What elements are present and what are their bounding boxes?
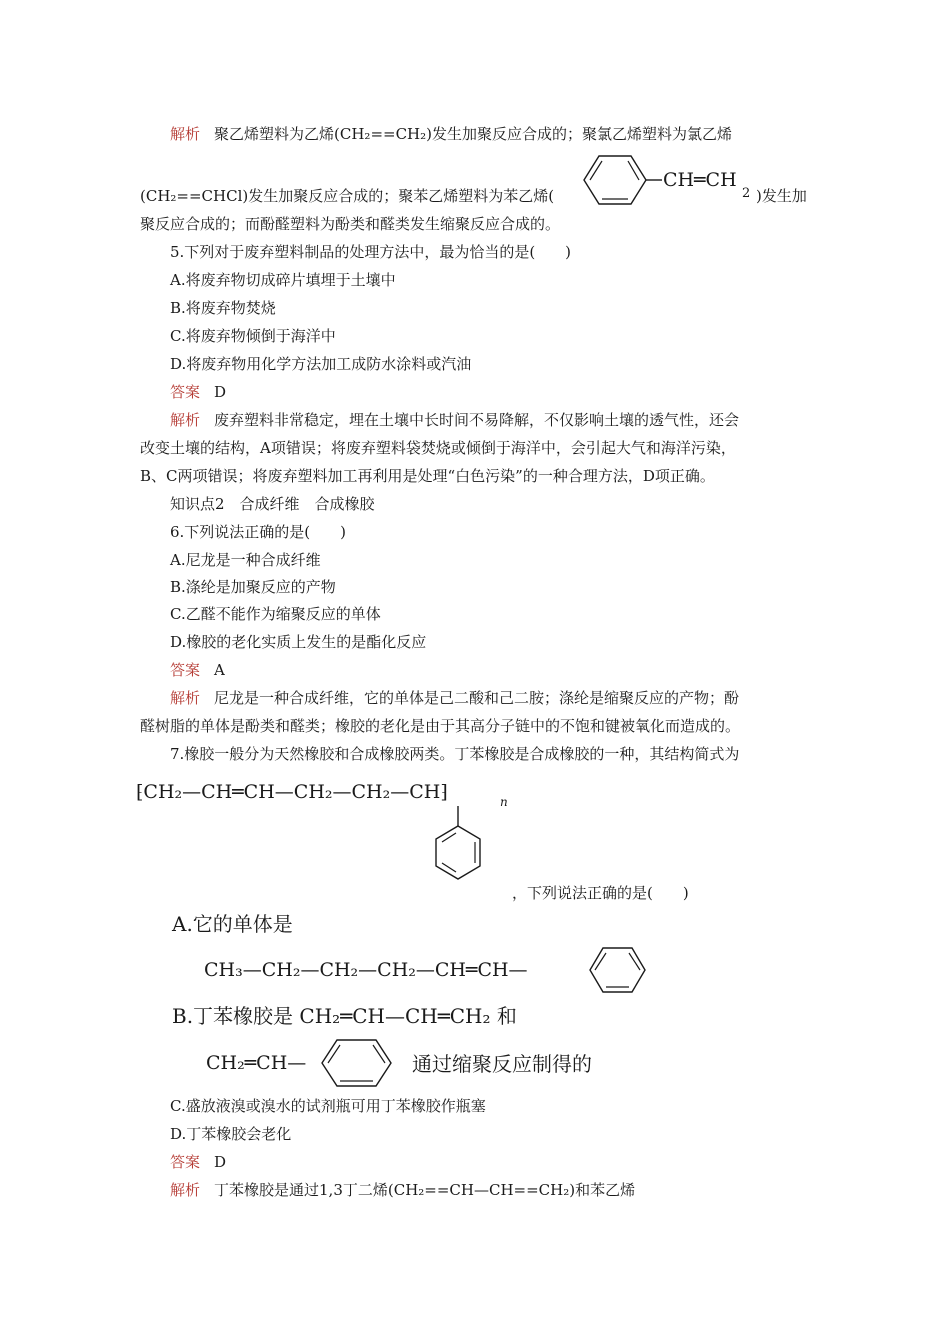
q5-option-d: D.将废弃物用化学方法加工成防水涂料或汽油 (170, 355, 472, 373)
benzene-ring-icon (436, 826, 480, 879)
q4-explanation-line-1 (170, 124, 732, 144)
answer-tag: 答案 (170, 661, 201, 679)
styrene-formula: CH═CH (663, 169, 737, 191)
q7-option-a-label: A.它的单体是 (172, 912, 293, 936)
benzene-ring-icon (590, 948, 645, 992)
q5-explanation-line-2: 改变土壤的结构，A项错误；将废弃塑料袋焚烧或倾倒于海洋中，会引起大气和海洋污染， (140, 439, 736, 457)
answer-tag: 答案 (170, 1153, 201, 1171)
styrene-subscript: 2 (742, 186, 751, 201)
q4-explanation-line-2a: (CH₂==CHCl)发生加聚反应合成的；聚苯乙烯塑料为苯乙烯( (140, 187, 555, 205)
q6-option-d: D.橡胶的老化实质上发生的是酯化反应 (170, 633, 427, 651)
q6-option-a: A.尼龙是一种合成纤维 (170, 551, 321, 569)
q7-answer-value: D (214, 1153, 227, 1171)
q7-option-b-label: B.丁苯橡胶是 CH₂═CH—CH═CH₂ 和 (172, 1004, 517, 1028)
q7-answer (170, 1152, 226, 1172)
explanation-tag: 解析 (170, 1181, 201, 1199)
q5-option-b: B.将废弃物焚烧 (170, 299, 276, 317)
q7-option-b-structure (206, 1037, 406, 1089)
q5-explanation-line-3: B、C两项错误；将废弃塑料加工再利用是处理“白色污染”的一种合理方法，D项正确。 (140, 467, 715, 485)
styrene-structure (576, 150, 756, 208)
q4-explanation-line-3: 聚反应合成的；而酚醛塑料为酚类和醛类发生缩聚反应合成的。 (140, 215, 561, 233)
q7-option-a-formula: CH₃—CH₂—CH₂—CH₂—CH═CH— (204, 959, 528, 981)
q6-explanation-line-1 (170, 688, 739, 708)
q7-explanation-text-1: 丁苯橡胶是通过1,3丁二烯(CH₂==CH—CH==CH₂)和苯乙烯 (214, 1181, 636, 1199)
q6-answer (170, 660, 225, 680)
q5-answer (170, 382, 226, 402)
q7-option-b-formula: CH₂═CH— (206, 1052, 307, 1074)
q5-explanation-text-1: 废弃塑料非常稳定，埋在土壤中长时间不易降解，不仅影响土壤的透气性，还会 (214, 411, 740, 429)
polymer-subscript-n: n (500, 795, 508, 809)
q4-explanation-text-1: 聚乙烯塑料为乙烯(CH₂==CH₂)发生加聚反应合成的；聚氯乙烯塑料为氯乙烯 (214, 125, 733, 143)
explanation-tag: 解析 (170, 125, 201, 143)
explanation-tag: 解析 (170, 411, 201, 429)
q7-explanation-line-1 (170, 1180, 635, 1200)
section-heading: 知识点2 合成纤维 合成橡胶 (170, 495, 375, 513)
q7-option-c: C.盛放液溴或溴水的试剂瓶可用丁苯橡胶作瓶塞 (170, 1097, 486, 1115)
styrene-butadiene-polymer-structure (136, 772, 536, 892)
q5-explanation-line-1 (170, 410, 739, 430)
q6-answer-value: A (214, 661, 225, 679)
q5-option-a: A.将废弃物切成碎片填埋于土壤中 (170, 271, 396, 289)
q6-stem: 6.下列说法正确的是( ) (170, 523, 347, 541)
q7-stem-tail: ，下列说法正确的是( ) (512, 884, 689, 902)
answer-tag: 答案 (170, 383, 201, 401)
q7-option-b-tail: 通过缩聚反应制得的 (412, 1052, 592, 1076)
q7-option-d: D.丁苯橡胶会老化 (170, 1125, 292, 1143)
q5-option-c: C.将废弃物倾倒于海洋中 (170, 327, 336, 345)
q6-explanation-line-2: 醛树脂的单体是酚类和醛类；橡胶的老化是由于其高分子链中的不饱和键被氧化而造成的。 (140, 717, 741, 735)
benzene-ring-icon (322, 1040, 391, 1086)
q7-option-a-structure (204, 944, 664, 996)
q7-stem: 7.橡胶一般分为天然橡胶和合成橡胶两类。丁苯橡胶是合成橡胶的一种，其结构简式为 (170, 745, 740, 763)
q6-option-b: B.涤纶是加聚反应的产物 (170, 578, 336, 596)
q6-option-c: C.乙醛不能作为缩聚反应的单体 (170, 605, 381, 623)
explanation-tag: 解析 (170, 689, 201, 707)
q5-answer-value: D (214, 383, 227, 401)
polymer-formula: ⁅CH₂—CH═CH—CH₂—CH₂—CH⁆ (136, 781, 448, 803)
q5-stem: 5.下列对于废弃塑料制品的处理方法中，最为恰当的是( ) (170, 243, 572, 261)
benzene-ring-icon (584, 156, 646, 204)
q4-explanation-line-2b: )发生加 (756, 187, 807, 205)
q6-explanation-text-1: 尼龙是一种合成纤维，它的单体是己二酸和己二胺；涤纶是缩聚反应的产物；酚 (214, 689, 740, 707)
